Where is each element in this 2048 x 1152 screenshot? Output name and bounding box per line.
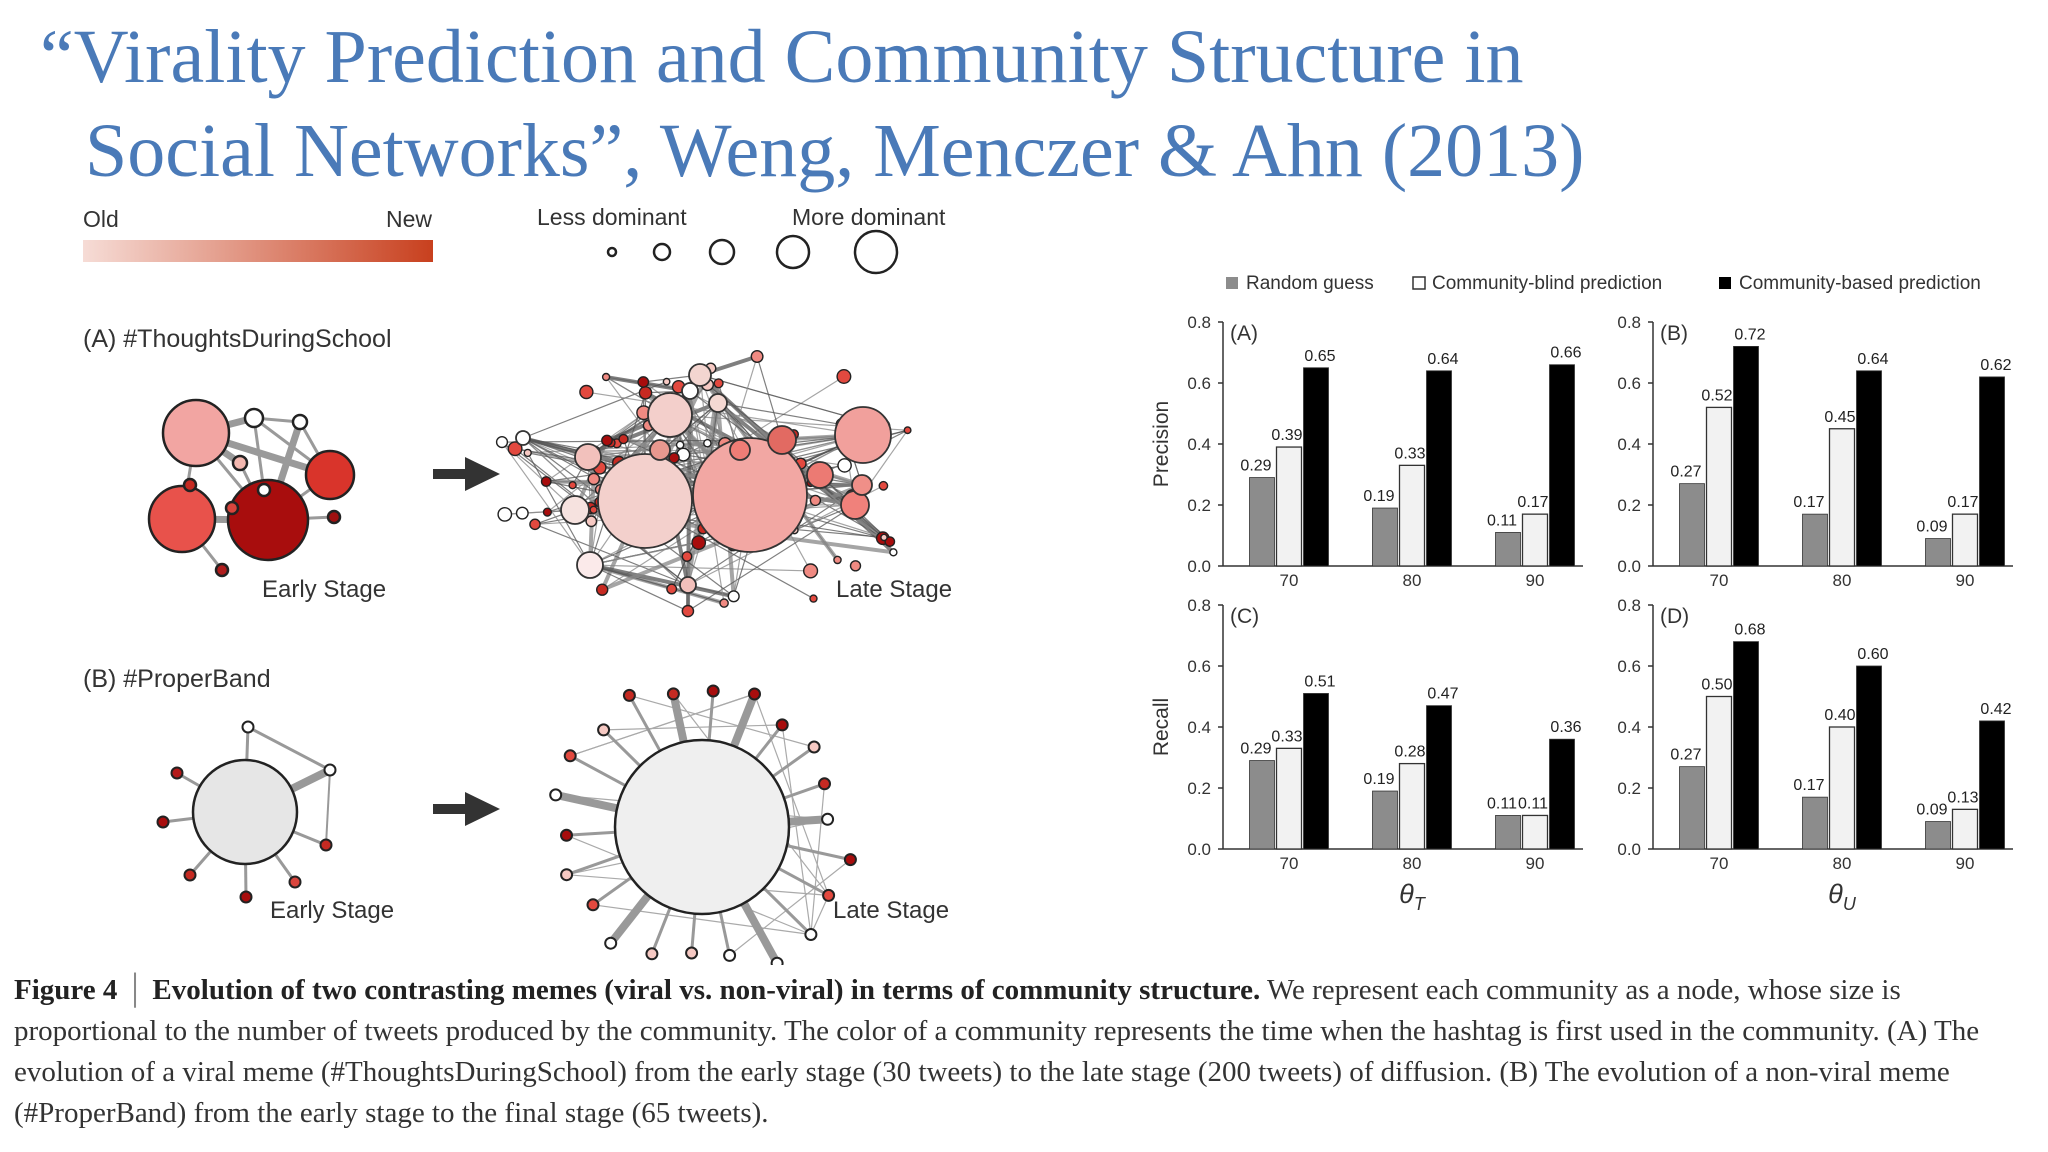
data-label: 0.19 [1363,488,1395,506]
bar [1830,429,1855,566]
size-legend-circle [855,231,897,273]
network-node [807,462,833,488]
late-stage-label: Late Stage [833,897,950,924]
network-node [569,482,576,489]
data-label: 0.39 [1271,427,1303,445]
bar [1400,465,1425,566]
age-legend [83,206,433,262]
x-tick-label: 70 [1709,854,1729,873]
title-line-1: “Virality Prediction and Community Structure in [40,15,1524,99]
data-label: 0.51 [1304,673,1336,691]
bar [1523,815,1548,849]
network-node [577,552,603,578]
network-node [498,508,511,521]
x-tick-label: 90 [1955,854,1975,873]
network-node [714,379,723,388]
network-node [602,435,612,445]
bar [1803,797,1828,849]
network-node [306,451,354,499]
network-node [646,948,657,959]
y-tick-label: 0.8 [1617,596,1641,615]
legend-swatch-blind [1413,277,1425,289]
y-tick-label: 0.8 [1617,313,1641,332]
network-b-early [158,722,336,903]
bar [1523,514,1548,566]
network-node [497,437,508,448]
network-node [835,407,891,463]
network-node [588,899,599,910]
network-node [321,840,332,851]
early-stage-label: Early Stage [262,576,387,603]
bar [1550,739,1575,849]
network-node [172,768,183,779]
network-node [290,877,301,888]
network-node [216,564,228,576]
network-node [682,606,693,617]
network-node [226,502,238,514]
data-label: 0.62 [1980,356,2012,374]
network-node [575,444,601,470]
network-node [751,351,763,363]
size-legend-circle [710,240,734,264]
network-node [590,506,597,513]
bar [1550,365,1575,566]
data-label: 0.27 [1670,463,1702,481]
legend-more-label: More dominant [792,204,946,230]
y-tick-label: 0.6 [1617,657,1641,676]
bar [1857,666,1882,849]
network-node [879,482,887,490]
y-tick-label: 0.0 [1187,840,1211,859]
y-tick-label: 0.8 [1187,596,1211,615]
panel-a-label: (A) #ThoughtsDuringSchool [83,325,392,353]
panel-label: (C) [1230,605,1260,628]
network-node [686,948,697,959]
chart-legend-entry: Community-blind prediction [1432,273,1663,294]
network-node [561,496,589,524]
data-label: 0.19 [1363,771,1395,789]
network-node [565,750,576,761]
network-node [663,379,669,385]
network-node [837,370,851,384]
x-tick-label: 80 [1402,854,1422,873]
data-label: 0.64 [1427,350,1459,368]
x-tick-label: 80 [1402,571,1422,590]
network-node [516,431,530,445]
data-label: 0.13 [1947,789,1979,807]
legend-swatch-random [1226,277,1238,289]
bar [1427,371,1452,566]
data-label: 0.66 [1550,344,1582,362]
y-tick-label: 0.2 [1187,496,1211,515]
y-tick-label: 0.2 [1187,779,1211,798]
data-label: 0.11 [1518,795,1548,813]
network-edge [604,725,783,730]
network-node [852,475,872,495]
network-node [580,386,593,399]
network-node [677,441,684,448]
size-legend-circle [777,236,809,268]
data-label: 0.17 [1793,494,1825,512]
data-label: 0.47 [1427,685,1459,703]
bar-charts [1150,313,2013,914]
y-axis-label: Recall [1150,697,1173,757]
title-line-2: Social Networks”, Weng, Menczer & Ahn (2013) [85,109,1585,193]
data-label: 0.17 [1947,494,1979,512]
panel-label: (A) [1230,322,1258,345]
size-legend-circle [608,248,616,256]
network-node [293,415,307,429]
network-node [834,556,841,563]
data-label: 0.65 [1304,347,1336,365]
network-node [325,765,336,776]
y-tick-label: 0.0 [1617,557,1641,576]
network-node [805,929,816,940]
panel-label: (D) [1660,605,1690,628]
network-node [809,742,820,753]
data-label: 0.28 [1394,743,1426,761]
x-tick-label: 70 [1709,571,1729,590]
y-tick-label: 0.4 [1187,718,1211,737]
bar [1707,407,1732,566]
bar [1304,693,1329,849]
network-node [542,477,551,486]
bar [1427,706,1452,849]
network-node [772,958,783,965]
data-label: 0.09 [1916,518,1948,536]
network-node [648,393,692,437]
network-node [597,584,608,595]
bar [1496,815,1521,849]
size-legend [537,204,946,273]
bar [1496,532,1521,566]
data-label: 0.11 [1487,795,1517,813]
network-node [624,690,635,701]
caption-body-text: We represent each community as a node, whose size is proportional to the number of tweets produced by the community. The color of a community represents the time when the hashtag is first used in the community. (A) The evolution of a viral meme (#ThoughtsDuringSchool) from the early stage (30 tweets) to the late stage (200 tweets) of diffusion. (B) The evolution of a non-viral meme (#ProperBand) from the early stage to the final stage (65 tweets). [14,974,1980,1129]
y-tick-label: 0.8 [1187,313,1211,332]
bar [1926,539,1951,566]
bar [1857,371,1882,566]
network-node [241,892,252,903]
caption-figure-label: Figure 4 [14,974,118,1006]
data-label: 0.33 [1271,728,1303,746]
network-node [890,549,897,556]
figure-caption [14,970,2034,1134]
network-node [258,484,270,496]
network-node [605,938,616,949]
bar [1277,447,1302,566]
y-tick-label: 0.6 [1187,657,1211,676]
caption-separator: │ [124,974,146,1006]
x-axis-label: $\theta_U$ [1828,879,1856,914]
x-tick-label: 70 [1279,854,1299,873]
data-label: 0.11 [1487,512,1517,530]
bar [1373,791,1398,849]
network-node [233,456,247,470]
network-node [185,870,196,881]
x-tick-label: 90 [1525,854,1545,873]
bar [1803,514,1828,566]
data-label: 0.52 [1701,387,1733,405]
data-label: 0.72 [1734,326,1766,344]
y-tick-label: 0.0 [1617,840,1641,859]
bar [1953,809,1978,849]
bar [1734,642,1759,849]
network-node [561,869,572,880]
chart-legend [1226,273,1981,294]
x-tick-label: 80 [1832,571,1852,590]
network-node [193,760,297,864]
bar [1707,697,1732,850]
chart-legend-entry: Random guess [1246,273,1374,294]
early-stage-label: Early Stage [270,897,395,924]
network-node [708,686,719,697]
y-axis-label: Precision [1150,400,1173,488]
network-node [544,508,552,516]
y-tick-label: 0.0 [1187,557,1211,576]
data-label: 0.33 [1394,445,1426,463]
network-node [638,377,648,387]
bar [1400,764,1425,849]
network-node [328,511,340,523]
x-tick-label: 90 [1525,571,1545,590]
network-node [603,374,610,381]
network-node [810,595,817,602]
bar [1734,346,1759,566]
data-label: 0.29 [1240,457,1272,475]
chart-legend-entry: Community-based prediction [1739,273,1981,294]
network-node [709,394,727,412]
bar [1250,761,1275,849]
network-node [184,479,196,491]
data-label: 0.68 [1734,621,1766,639]
network-node [149,486,215,552]
slide-title [40,10,2020,198]
network-node [561,830,572,841]
late-stage-label: Late Stage [836,576,953,603]
network-node [668,688,679,699]
network-node [682,383,698,399]
network-node [704,440,711,447]
data-label: 0.17 [1517,494,1549,512]
network-node [619,435,628,444]
y-tick-label: 0.4 [1617,435,1641,454]
bar [1926,822,1951,849]
data-label: 0.64 [1857,350,1889,368]
data-label: 0.40 [1824,707,1856,724]
network-edge [811,784,825,935]
arrow-icon [433,792,500,826]
data-label: 0.09 [1916,801,1948,819]
network-a-early [149,400,354,576]
legend-swatch-based [1719,277,1731,289]
network-node [163,400,229,466]
network-node [819,778,830,789]
bar [1277,748,1302,849]
network-node [724,950,735,961]
network-node [768,426,796,454]
bar [1304,368,1329,566]
figure [0,195,2048,965]
network-node [904,427,911,434]
age-gradient-bar [83,240,433,262]
x-tick-label: 70 [1279,571,1299,590]
network-node [650,440,670,460]
caption-bold-text: Evolution of two contrasting memes (viral vs. non-viral) in terms of community structure. [152,974,1261,1006]
network-node [524,449,531,456]
bar [1830,727,1855,849]
panel-label: (B) [1660,322,1688,345]
bar [1680,484,1705,566]
bar [1980,721,2005,849]
network-node [728,591,739,602]
bar [1953,514,1978,566]
y-tick-label: 0.6 [1187,374,1211,393]
network-node [598,454,692,548]
y-tick-label: 0.4 [1187,435,1211,454]
y-tick-label: 0.4 [1617,718,1641,737]
network-node [639,387,651,399]
network-node [693,438,807,552]
network-node [550,789,561,800]
bar [1373,508,1398,566]
x-tick-label: 90 [1955,571,1975,590]
network-node [245,409,263,427]
data-label: 0.50 [1701,676,1733,694]
legend-new-label: New [385,206,432,232]
network-node [881,534,887,540]
x-axis-label: $\theta_T$ [1399,879,1425,914]
network-node [158,817,169,828]
network-node [667,584,677,594]
network-node [615,740,789,914]
network-node [680,577,696,593]
network-b-late [550,686,856,966]
network-node [692,536,705,549]
network-node [730,440,750,460]
data-label: 0.36 [1550,719,1582,737]
network-node [517,507,529,519]
network-node [588,473,599,484]
y-tick-label: 0.2 [1617,779,1641,798]
network-node [838,459,851,472]
network-node [845,854,856,865]
panel-b-label: (B) #ProperBand [83,665,271,693]
network-node [749,689,760,700]
data-label: 0.42 [1980,700,2012,718]
network-edge [590,565,811,571]
data-label: 0.45 [1824,408,1856,426]
x-tick-label: 80 [1832,854,1852,873]
network-node [720,599,728,607]
bar [1250,478,1275,566]
data-label: 0.60 [1857,646,1889,663]
network-node [822,814,833,825]
data-label: 0.29 [1240,740,1272,758]
y-tick-label: 0.6 [1617,374,1641,393]
data-label: 0.27 [1670,746,1702,764]
network-node [530,519,540,529]
network-node [682,552,691,561]
network-node [598,724,609,735]
legend-old-label: Old [83,206,119,232]
size-legend-circle [654,244,670,260]
bar [1980,377,2005,566]
network-node [804,564,818,578]
legend-less-label: Less dominant [537,204,687,230]
network-node [810,495,820,505]
arrow-icon [433,457,500,491]
network-node [851,561,861,571]
y-tick-label: 0.2 [1617,496,1641,515]
bar [1680,767,1705,849]
network-edge [326,770,330,845]
data-label: 0.17 [1793,777,1825,795]
network-node [243,722,254,733]
network-node [777,719,788,730]
